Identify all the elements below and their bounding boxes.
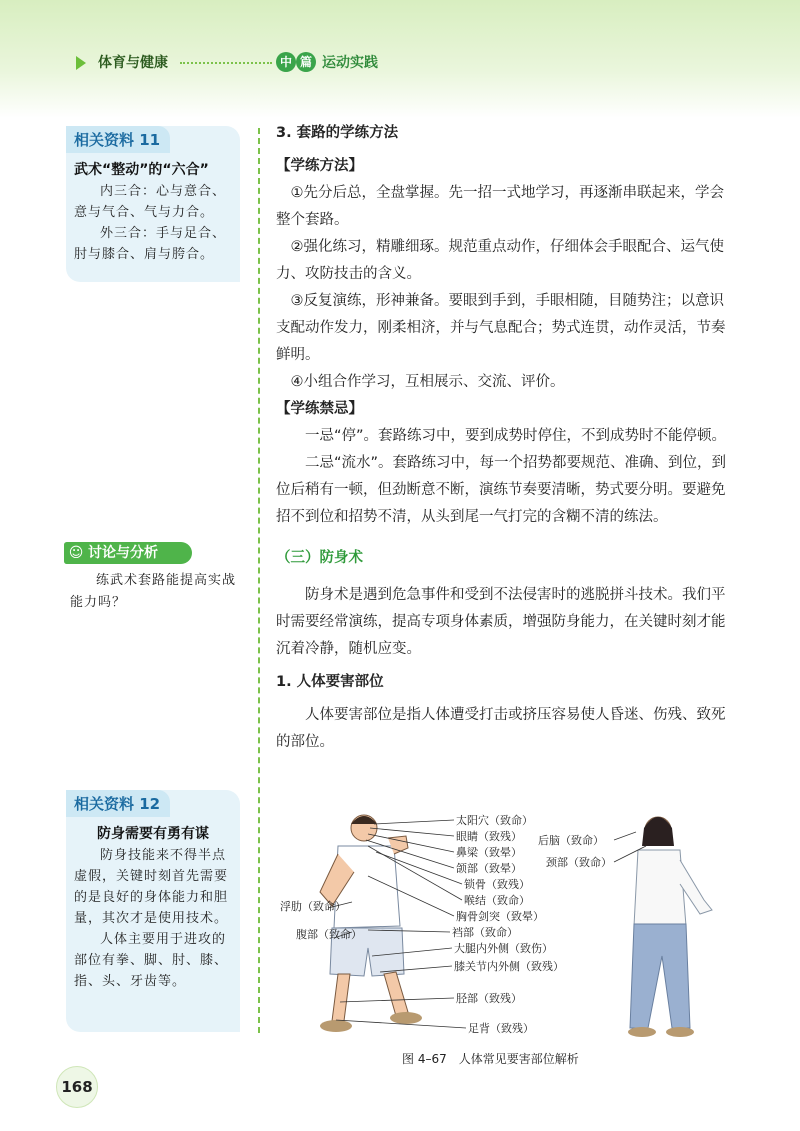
sidebar-box-12 xyxy=(66,790,240,1032)
method-item: ①先分后总，全盘掌握。先一招一式地学习，再逐渐串联起来，学会整个套路。 xyxy=(276,185,724,228)
label-ribs: 浮肋（致命） xyxy=(280,900,346,913)
label-clavicle: 锁骨（致残） xyxy=(464,878,530,891)
label-neck: 颈部（致命） xyxy=(546,856,612,869)
sidebar-box-text: 内三合：心与意合、意与气合、气与力合。 xyxy=(74,184,227,220)
dotted-divider xyxy=(180,62,272,64)
taboo-item: 一忌“停”。套路练习中，要到成势时停住，不到成势时不能停顿。 xyxy=(305,428,727,444)
label-crotch: 裆部（致命） xyxy=(452,926,518,939)
label-throat: 喉结（致命） xyxy=(464,894,530,907)
taboo-item: 二忌“流水”。套路练习中，每一个招势都要规范、准确、到位，到位后稍有一顿，但劲断意不断，演练节奏要清晰，势式要分明。要避免招不到位和招势不清，从头到尾一气打完的含糊不清的练法。 xyxy=(276,455,727,525)
column-divider xyxy=(258,128,260,1033)
sidebar-box-text: 人体主要用于进攻的部位有拳、脚、肘、膝、指、头、牙齿等。 xyxy=(74,932,229,989)
vital-points-illustration xyxy=(276,806,728,1051)
book-title: 体育与健康 xyxy=(98,55,168,71)
discussion-label-text: 讨论与分析 xyxy=(88,545,158,561)
sidebar-box-title: 防身需要有勇有谋 xyxy=(97,826,209,842)
method-item: ②强化练习，精雕细琢。规范重点动作，仔细体会手眼配合、运气使力、攻防技击的含义。 xyxy=(276,239,724,282)
subheading: 1. 人体要害部位 xyxy=(276,674,384,690)
method-item: ④小组合作学习，互相展示、交流、评价。 xyxy=(290,374,565,390)
label-shin: 胫部（致残） xyxy=(456,992,522,1005)
label-nose: 鼻梁（致晕） xyxy=(456,846,522,859)
intro-paragraph: 防身术是遇到危急事件和受到不法侵害时的逃脱拼斗技术。我们平时需要经常演练，提高专项身体素质，增强防身能力，在关键时刻才能沉着冷静，随机应变。 xyxy=(276,587,726,657)
section-heading: （三）防身术 xyxy=(276,550,363,566)
method-label: 【学练方法】 xyxy=(276,158,363,174)
page-header xyxy=(0,0,800,118)
label-eyes: 眼睛（致残） xyxy=(456,830,522,843)
sidebar-box-text: 外三合：手与足合、肘与膝合、肩与胯合。 xyxy=(74,226,227,262)
discussion-label xyxy=(64,542,192,564)
label-thigh: 大腿内外侧（致伤） xyxy=(454,942,553,955)
section-title: 运动实践 xyxy=(322,55,378,71)
sidebar-box-11 xyxy=(66,126,240,282)
sidebar-box-tab: 相关资料 11 xyxy=(66,126,170,153)
vital-points-figure xyxy=(276,806,728,1051)
label-knee: 膝关节内外侧（致残） xyxy=(454,960,564,973)
subheading: 3. 套路的学练方法 xyxy=(276,125,399,141)
discussion-text: 练武术套路能提高实战能力吗？ xyxy=(70,573,237,610)
page-number: 168 xyxy=(56,1066,98,1108)
figure-caption: 图 4–67 人体常见要害部位解析 xyxy=(402,1052,579,1066)
label-sternum: 胸骨剑突（致晕） xyxy=(456,910,544,923)
label-occiput: 后脑（致命） xyxy=(538,834,604,847)
defender-figure xyxy=(628,817,712,1037)
main-content xyxy=(276,120,728,756)
sidebar-box-tab: 相关资料 12 xyxy=(66,790,170,817)
sidebar-box-text: 防身技能来不得半点虚假，关键时刻首先需要的是良好的身体能力和胆量，其次才是使用技术。 xyxy=(74,848,229,926)
people-icon: ☺ xyxy=(68,545,84,561)
label-instep: 足背（致残） xyxy=(468,1022,534,1035)
label-abdomen: 腹部（致命） xyxy=(296,928,362,941)
triangle-icon xyxy=(76,56,86,70)
label-jaw: 颌部（致晕） xyxy=(456,862,522,875)
part-badge: 篇 xyxy=(296,52,316,72)
part-badge: 中 xyxy=(276,52,296,72)
taboo-label: 【学练禁忌】 xyxy=(276,401,363,417)
sidebar-box-title: 武术“整动”的“六合” xyxy=(74,162,209,178)
body-paragraph: 人体要害部位是指人体遭受打击或挤压容易使人昏迷、伤残、致死的部位。 xyxy=(276,707,726,750)
label-temple: 太阳穴（致命） xyxy=(456,814,533,827)
method-item: ③反复演练，形神兼备。要眼到手到，手眼相随，目随势注；以意识支配动作发力，刚柔相济，并与气息配合；势式连贯，动作灵活，节奏鲜明。 xyxy=(276,293,726,363)
